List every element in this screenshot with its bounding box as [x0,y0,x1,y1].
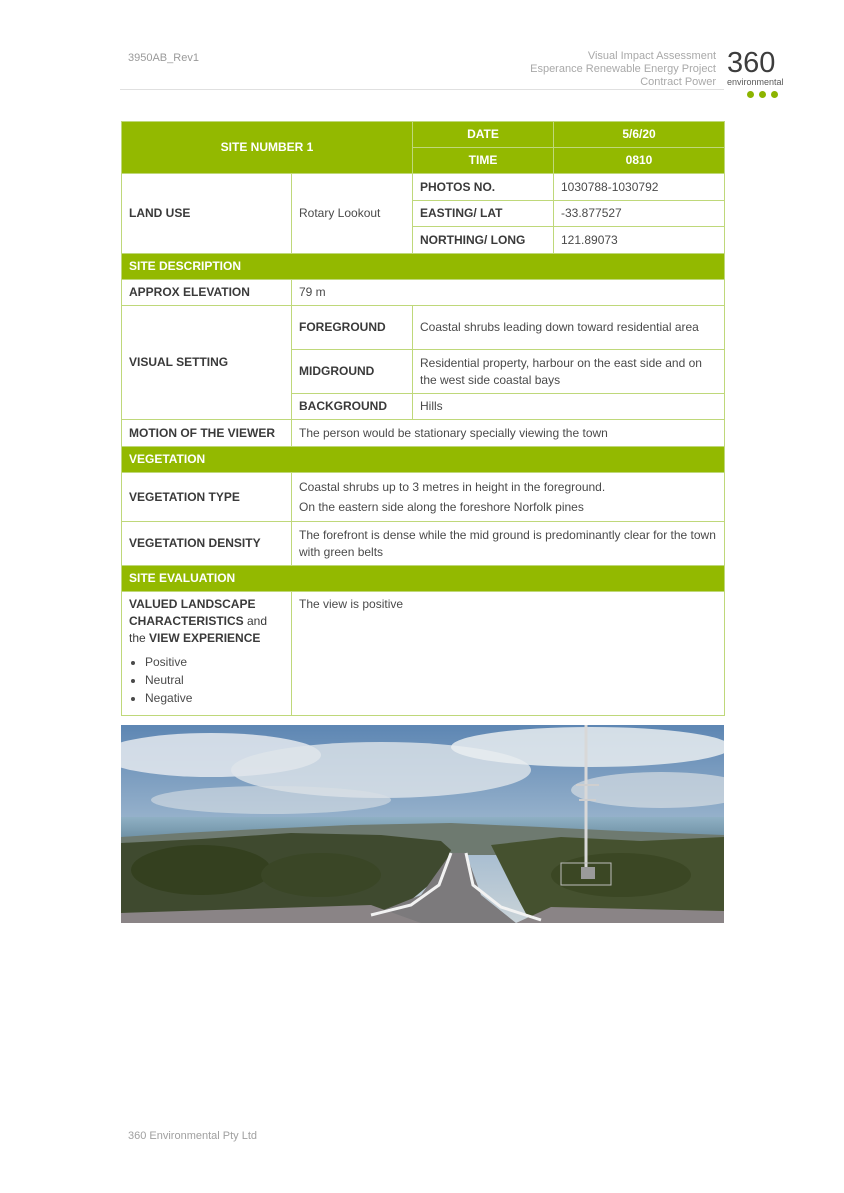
elevation-value: 79 m [292,280,725,306]
title-line-1: Visual Impact Assessment [587,50,716,62]
visual-setting-label: VISUAL SETTING [122,306,292,420]
motion-value: The person would be stationary specially viewing the town [292,420,725,447]
logo-text: environmental [727,77,784,87]
land-use-value: Rotary Lookout [292,174,413,254]
background-label: BACKGROUND [292,394,413,420]
vegetation-type-value [292,473,725,522]
date-value: 5/6/20 [554,122,725,148]
site-number-cell: SITE NUMBER 1 [122,122,413,174]
site-evaluation-header: SITE EVALUATION [122,566,725,592]
site-assessment-table [121,121,725,716]
background-value: Hills [413,394,725,420]
document-reference: 3950AB_Rev1 [128,52,199,64]
midground-value: Residential property, harbour on the east side and on the west side coastal bays [413,350,725,394]
logo-number: 360 [727,47,776,79]
northing-label: NORTHING/ LONG [413,227,554,254]
option-negative: • Negative [145,689,284,707]
logo-dots [747,85,783,103]
easting-value: -33.877527 [554,201,725,227]
vegetation-density-label: VEGETATION DENSITY [122,522,292,566]
land-use-label: LAND USE [122,174,292,254]
option-neutral: • Neutral [145,671,284,689]
vegetation-type-line-2: On the eastern side along the foreshore Norfolk pines [299,500,584,514]
time-value: 0810 [554,148,725,174]
elevation-label: APPROX ELEVATION [122,280,292,306]
site-panorama-photo [121,725,724,923]
motion-label: MOTION OF THE VIEWER [122,420,292,447]
evaluation-value: The view is positive [292,592,725,716]
vegetation-type-label: VEGETATION TYPE [122,473,292,522]
foreground-value: Coastal shrubs leading down toward residential area [413,306,725,350]
vegetation-density-value: The forefront is dense while the mid ground is predominantly clear for the town with green belts [292,522,725,566]
foreground-label: FOREGROUND [292,306,413,350]
date-label: DATE [413,122,554,148]
vegetation-header: VEGETATION [122,447,725,473]
title-line-3: Contract Power [640,76,716,88]
company-logo [727,47,803,94]
midground-label: MIDGROUND [292,350,413,394]
valued-landscape-cell [122,592,292,716]
photos-label: PHOTOS NO. [413,174,554,201]
vegetation-type-line-1: Coastal shrubs up to 3 metres in height in the foreground. [299,480,606,494]
evaluation-options [129,653,284,707]
header-divider [120,89,724,90]
document-title-block [530,50,716,89]
title-line-2: Esperance Renewable Energy Project [530,63,716,75]
option-positive: • Positive [145,653,284,671]
valued-landscape-label: VALUED LANDSCAPE CHARACTERISTICS and the VIEW EXPERIENCE [129,597,268,645]
easting-label: EASTING/ LAT [413,201,554,227]
photos-value: 1030788-1030792 [554,174,725,201]
northing-value: 121.89073 [554,227,725,254]
footer-company: 360 Environmental Pty Ltd [128,1130,258,1142]
time-label: TIME [413,148,554,174]
site-description-header: SITE DESCRIPTION [122,254,725,280]
